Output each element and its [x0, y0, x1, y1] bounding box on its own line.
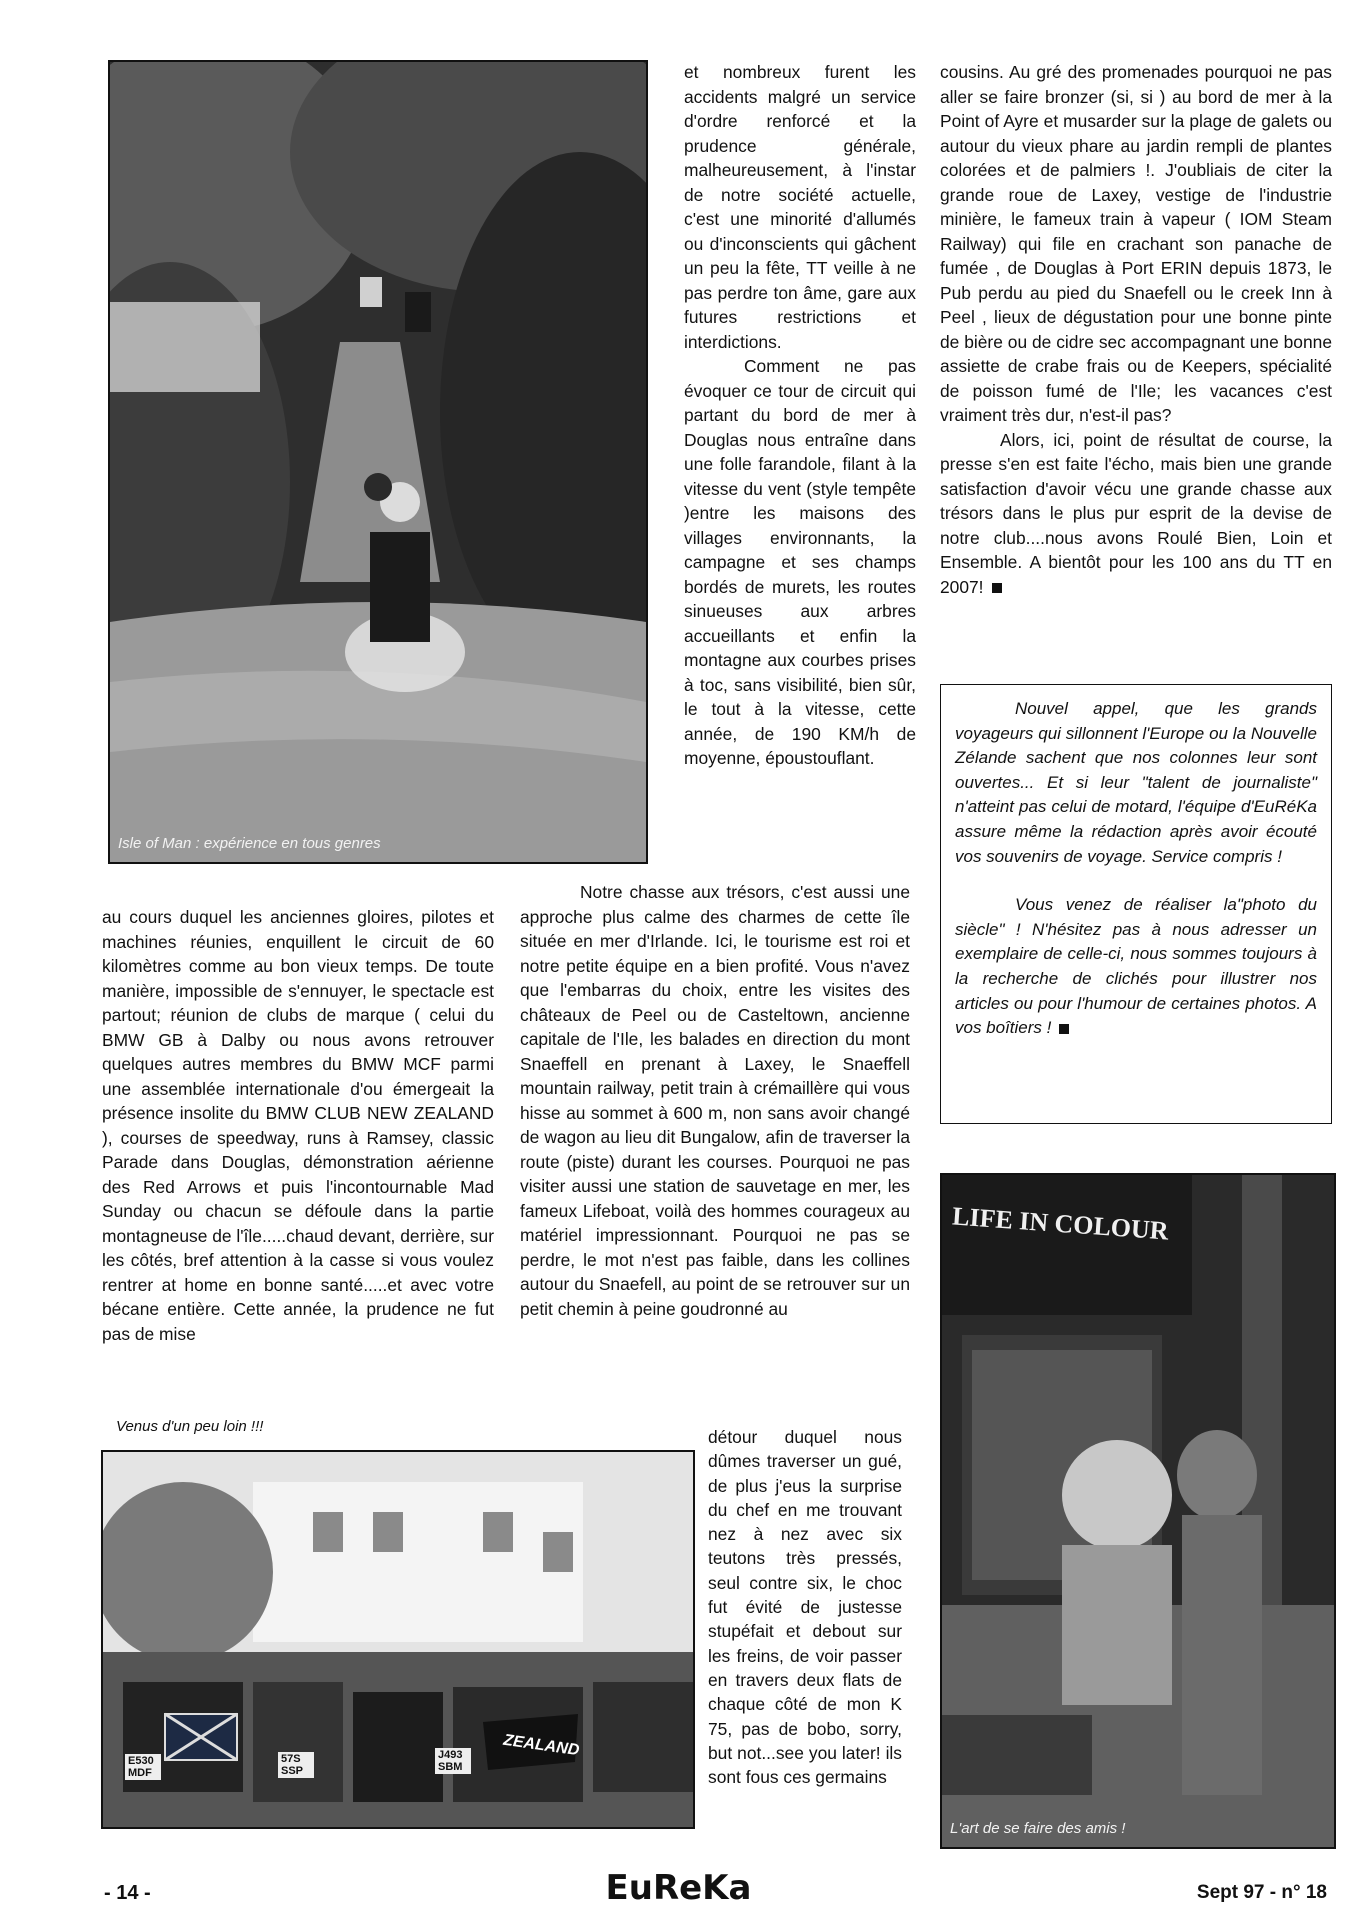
magazine-brand-logo: EuReKa [605, 1868, 752, 1908]
paragraph: Alors, ici, point de résultat de course, la presse s'en est faite l'écho, mais bien une grande satisfaction d'avoir vécu une grande chasse aux trésors dans le plus pur esprit de la devise de notre club....nous avons Roulé Bien, Loin et Ensemble. A bientôt pour les 100 ans du TT en 2007! [940, 429, 1332, 597]
article-col-left-bottom [102, 905, 494, 1346]
photo-isle-of-man [108, 60, 648, 864]
photo-statue-friends-image [942, 1175, 1334, 1847]
photo-new-zealand-bikes [101, 1450, 695, 1829]
plate-1: E530 MDF [125, 1754, 161, 1780]
paragraph: détour duquel nous dûmes traverser un gué, de plus j'eus la surprise du chef en me trouvant nez à nez avec six teutons très pressés, seul contre six, le choc fut évité de justesse stupéfait et debout sur les freins, de voir passer en travers deux flats de chaque côté de mon K 75, pas de bobo, sorry, but not...see you later! ils sont fous ces germains [708, 1427, 902, 1788]
end-mark-icon [1059, 1024, 1069, 1034]
photo2-caption: Venus d'un peu loin !!! [116, 1418, 264, 1435]
notice-box [940, 684, 1332, 1124]
article-col-right [940, 60, 1332, 599]
plate-2: 57S SSP [278, 1752, 314, 1778]
article-col-mid-narrow [708, 1425, 902, 1789]
issue-label: Sept 97 - n° 18 [1196, 1882, 1327, 1903]
article-col-mid-top [684, 60, 916, 771]
flag-zealand-text: ZEALAND [502, 1731, 581, 1760]
notice-paragraph-2: Vous venez de réaliser la"photo du siècle" ! N'hésitez pas à nous adresser un exemplaire de celle-ci, nous sommes toujours à la recherche de clichés pour illustrer nos articles ou pour l'humour de certaines photos. A vos boîtiers ! [955, 895, 1317, 1038]
paragraph: et nombreux furent les accidents malgré un service d'ordre renforcé et la prudence générale, malheureusement, à l'instar de notre société actuelle, c'est une minorité d'allumés ou d'inconscients qui gâchent un peu la fête, TT veille à ne pas perdre ton âme, gare aux futures restrictions et interdictions. [684, 62, 916, 352]
page-number: - 14 - [104, 1882, 151, 1904]
photo-isle-of-man-image [110, 62, 646, 862]
end-mark-icon [992, 583, 1002, 593]
photo1-caption: Isle of Man : expérience en tous genres [118, 835, 381, 852]
paragraph: cousins. Au gré des promenades pourquoi ne pas aller se faire bronzer (si, si ) au bord de mer à la Point of Ayre et musarder sur la plage de galets ou autour du vieux phare au jardin rempli de plantes colorées et de palmiers !. J'oubliais de citer la grande roue de Laxey, vestige de l'industrie minière, le fameux train à vapeur ( IOM Steam Railway) qui file en crachant son panache de fumée , de Douglas à Port ERIN depuis 1873, le Pub perdu au pied du Snaefell ou le creek Inn à Peel , lieux de dégustation pour une bonne pinte de bière ou de cidre sec accompagnant une bonne assiette de crabe frais ou de Keepers, spécialité de poisson fumé de l'Ile; les vacances c'est vraiment très dur, n'est-il pas? [940, 62, 1332, 425]
article-col-mid-bottom [520, 880, 910, 1321]
shop-sign-text: LIFE IN COLOUR [951, 1201, 1170, 1246]
photo-new-zealand-bikes-image [103, 1452, 693, 1827]
paragraph: Comment ne pas évoquer ce tour de circuit qui partant du bord de mer à Douglas nous entraîne dans une folle farandole, filant à la vitesse du vent (style tempête )entre les maisons des villages environnants, la campagne et ses champs bordés de murets, les routes sinueuses aux arbres accueillants et enfin la montagne aux courbes prises à toc, sans visibilité, bien sûr, le tout à la vitesse, cette année, de 190 KM/h de moyenne, époustouflant. [684, 356, 916, 768]
photo3-caption: L'art de se faire des amis ! [950, 1820, 1126, 1837]
photo-statue-friends [940, 1173, 1336, 1849]
notice-paragraph-1: Nouvel appel, que les grands voyageurs qui sillonnent l'Europe ou la Nouvelle Zélande sachent que nos colonnes leur sont ouvertes... Et si leur "talent de journaliste" n'atteint pas celui de motard, l'équipe d'EuRéKa assure même la rédaction après avoir écouté vos souvenirs de voyage. Service compris ! [955, 699, 1317, 866]
plate-3: J493 SBM [435, 1748, 471, 1774]
paragraph: au cours duquel les anciennes gloires, pilotes et machines réunies, enquillent le circuit de 60 kilomètres comme au bon vieux temps. De toute manière, impossible de s'ennuyer, le spectacle est partout; réunion de clubs de marque ( celui du BMW GB à Dalby ou nous avons retrouver quelques autres membres du BMW MCF parmi une assemblée internationale d'ou émergeait la présence insolite du BMW CLUB NEW ZEALAND ), courses de speedway, runs à Ramsey, classic Parade dans Douglas, démonstration aérienne des Red Arrows et puis l'incontournable Mad Sunday ou chacun se défoule dans la partie montagneuse de l'île.....chaud devant, derrière, sur les côtés, bref attention à la casse si vous voulez rentrer at home en bonne santé.....et avec votre bécane entière. Cette année, la prudence ne fut pas de mise [102, 907, 494, 1344]
paragraph: Notre chasse aux trésors, c'est aussi une approche plus calme des charmes de cette île située en mer d'Irlande. Ici, le tourisme est roi et notre petite équipe en a bien profité. Vous n'avez que l'embarras du choix, entre les visites des châteaux de Peel ou de Casteltown, ancienne capitale de l'Ile, les balades en direction du mont Snaeffell en prenant à Laxey, le Snaeffell mountain railway, petit train à crémaillère qui vous hisse au sommet à 600 m, non sans avoir changé de wagon au lieu dit Bungalow, afin de traverser la route (piste) durant les courses. Pourquoi ne pas visiter aussi une station de sauvetage en mer, les fameux Lifeboat, voilà des hommes courageux au matériel impressionnant. Pourquoi ne pas se perdre, le mot n'est pas faible, dans les collines autour du Snaefell, au point de se retrouver sur un petit chemin à peine goudronné au [520, 882, 910, 1319]
